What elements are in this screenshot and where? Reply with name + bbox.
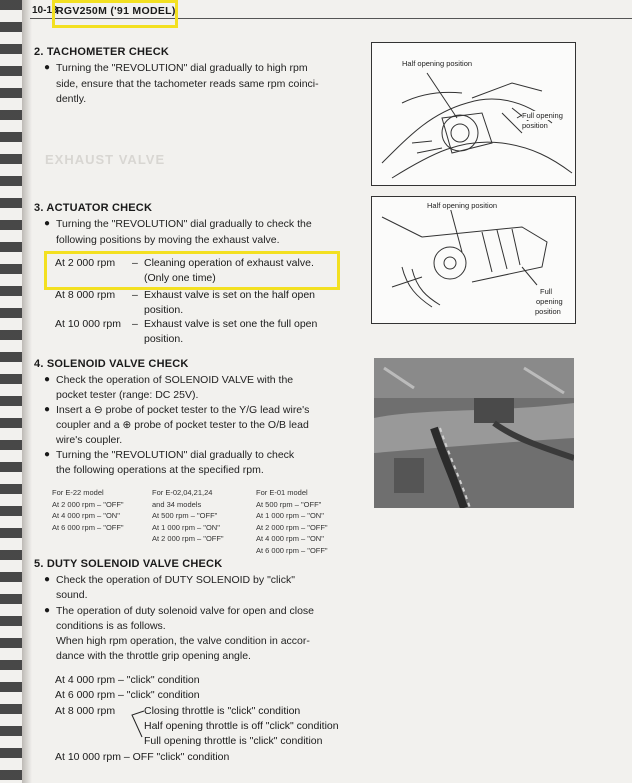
bullet-icon: ● xyxy=(44,218,51,229)
para-line: Check the operation of SOLENOID VALVE with the xyxy=(56,374,294,386)
page-number: 10-13 xyxy=(32,5,58,16)
para-line: Turning the "REVOLUTION" dial gradually to check xyxy=(56,449,295,461)
para-line: Turning the "REVOLUTION" dial gradually to check the xyxy=(56,218,312,230)
col-line: For E-22 model xyxy=(52,488,104,497)
binding-shadow xyxy=(22,0,32,783)
para-line: the following operations at the specified rpm. xyxy=(56,464,264,476)
para-line: pocket tester (range: DC 25V). xyxy=(56,389,199,401)
col-line: At 2 000 rpm – "OFF" xyxy=(256,522,328,532)
fig-caption: Full xyxy=(540,287,553,296)
rpm-desc: Cleaning operation of exhaust valve. xyxy=(144,257,314,269)
dash: – xyxy=(132,257,138,269)
section-title-tachometer: 2. TACHOMETER CHECK xyxy=(34,46,169,58)
rpm-line: At 10 000 rpm – OFF "click" condition xyxy=(55,751,230,763)
col-line: At 4 000 rpm – "ON" xyxy=(52,511,120,520)
col-line: For E-01 model xyxy=(256,488,308,497)
para-line: Check the operation of DUTY SOLENOID by "click" xyxy=(56,574,295,586)
figure-actuator xyxy=(371,196,576,324)
rpm-line: At 6 000 rpm – "click" condition xyxy=(55,689,200,701)
binding-holes xyxy=(0,0,22,783)
fig-caption: Half opening position xyxy=(402,59,473,68)
rpm-value: At 8 000 rpm xyxy=(55,705,116,717)
bleed-through-text: EXHAUST VALVE xyxy=(45,152,166,167)
col-line: For E-02,04,21,24 xyxy=(152,488,213,497)
col-line: At 1 000 rpm – "ON" xyxy=(152,522,220,532)
fig-caption: opening xyxy=(536,297,563,306)
para-line: When high rpm operation, the valve condition in accor- xyxy=(56,635,310,647)
bullet-icon: ● xyxy=(44,449,51,460)
col-line: At 6 000 rpm – "OFF" xyxy=(256,545,328,555)
rpm-value: At 10 000 rpm xyxy=(55,318,121,330)
para-line: sound. xyxy=(56,589,88,601)
solenoid-photo xyxy=(374,358,574,508)
fig-caption: position xyxy=(535,307,561,316)
para-line: Insert a ⊖ probe of pocket tester to the Y/G lead wire's xyxy=(56,404,310,416)
para-line: following positions by moving the exhaust valve. xyxy=(56,234,280,246)
dash: – xyxy=(132,318,138,330)
model-column-e22 xyxy=(52,487,124,533)
bullet-icon: ● xyxy=(44,374,51,385)
rpm-desc: Full opening throttle is "click" condition xyxy=(144,735,323,747)
section-title-solenoid: 4. SOLENOID VALVE CHECK xyxy=(34,358,189,370)
para-line: conditions is as follows. xyxy=(56,620,166,632)
col-line: At 1 000 rpm – "ON" xyxy=(256,511,324,520)
col-line: and 34 models xyxy=(152,499,202,509)
rpm-value: At 2 000 rpm xyxy=(55,257,116,269)
para-line: side, ensure that the tachometer reads same rpm coinci- xyxy=(56,78,319,90)
bullet-icon: ● xyxy=(44,404,51,415)
figure-tachometer xyxy=(371,42,576,186)
para-line: The operation of duty solenoid valve for open and close xyxy=(56,605,315,617)
col-line: At 500 rpm – "OFF" xyxy=(152,511,218,520)
rpm-desc: Closing throttle is "click" condition xyxy=(144,705,301,717)
para-line: coupler and a ⊕ probe of pocket tester to the O/B lead xyxy=(56,419,309,431)
rpm-desc: position. xyxy=(144,304,184,316)
rpm-line: At 4 000 rpm – "click" condition xyxy=(55,674,200,686)
col-line: At 500 rpm – "OFF" xyxy=(256,499,322,509)
col-line: At 6 000 rpm – "OFF" xyxy=(52,522,124,532)
model-column-e02 xyxy=(152,487,224,545)
rpm-desc: Exhaust valve is set one the full open xyxy=(144,318,318,330)
para-line: dently. xyxy=(56,93,87,105)
rpm-value: At 8 000 rpm xyxy=(55,289,116,301)
rpm-desc: Half opening throttle is off "click" condition xyxy=(144,720,339,732)
section-title-actuator: 3. ACTUATOR CHECK xyxy=(34,202,153,214)
section-title-duty-solenoid: 5. DUTY SOLENOID VALVE CHECK xyxy=(34,558,223,570)
rpm-desc: (Only one time) xyxy=(144,272,216,284)
fig-caption: Full opening xyxy=(522,111,563,120)
bullet-icon: ● xyxy=(44,574,51,585)
col-line: At 2 000 rpm – "OFF" xyxy=(52,499,124,509)
para-line: wire's coupler. xyxy=(56,434,123,446)
highlight-box-title xyxy=(52,0,178,28)
model-column-e01 xyxy=(256,487,328,556)
para-line: Turning the "REVOLUTION" dial gradually to high rpm xyxy=(56,62,308,74)
bullet-icon: ● xyxy=(44,62,51,73)
bullet-icon: ● xyxy=(44,605,51,616)
dash: – xyxy=(132,289,138,301)
rpm-desc: Exhaust valve is set on the half open xyxy=(144,289,316,301)
photo-illustration xyxy=(374,358,574,508)
col-line: At 4 000 rpm – "ON" xyxy=(256,534,324,543)
col-line: At 2 000 rpm – "OFF" xyxy=(152,534,224,543)
rpm-desc: position. xyxy=(144,333,184,345)
fig-caption: position xyxy=(522,121,548,130)
fig-caption: Half opening position xyxy=(427,201,498,210)
model-title: RGV250M ('91 MODEL) xyxy=(56,5,176,17)
para-line: dance with the throttle grip opening angle. xyxy=(56,650,251,662)
